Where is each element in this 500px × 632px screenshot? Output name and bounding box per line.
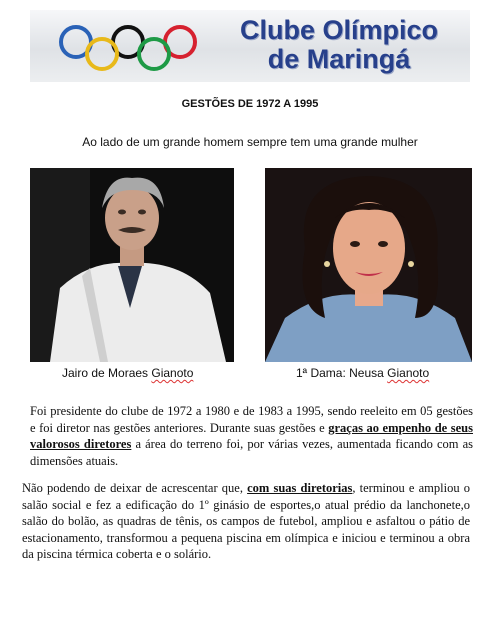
page-heading: GESTÕES DE 1972 A 1995 bbox=[181, 98, 319, 110]
club-name-line2: de Maringá bbox=[267, 44, 411, 74]
caption-jairo-name: Jairo de Moraes bbox=[62, 366, 152, 380]
caption-jairo bbox=[62, 366, 193, 380]
paragraph-achievements-text1: Não podendo de deixar de acrescentar que, bbox=[22, 481, 248, 495]
paragraph-achievements bbox=[22, 480, 470, 563]
paragraph-presidency bbox=[30, 403, 473, 469]
photo-neusa bbox=[265, 168, 472, 362]
caption-neusa-surname: Gianoto bbox=[387, 366, 430, 380]
paragraph-presidency-emphasis: graças ao empenho de seus valorosos diretores bbox=[30, 420, 473, 451]
caption-neusa-name: 1ª Dama: Neusa bbox=[296, 366, 388, 380]
club-banner bbox=[30, 10, 470, 82]
paragraph-presidency-text2: a área do terreno foi, por várias vezes, aumentada ficando com as dimensões atuais. bbox=[30, 437, 473, 468]
club-name bbox=[208, 16, 470, 74]
caption-neusa bbox=[296, 366, 429, 380]
club-name-line1: Clube Olímpico bbox=[239, 15, 439, 45]
caption-jairo-surname: Gianoto bbox=[151, 366, 194, 380]
olympic-rings-logo bbox=[48, 22, 208, 72]
photo-jairo bbox=[30, 168, 234, 362]
paragraph-presidency-text1: Foi presidente do clube de 1972 a 1980 e de 1983 a 1995, sendo reeleito em 05 gestões e foi diretor nas gestões anteriores. Durante suas gestões e bbox=[30, 404, 473, 435]
paragraph-achievements-text2: , terminou e ampliou o salão social e fez a edificação do 1º ginásio de esportes,o atual prédio da lanchonete,o salão do bolão, as quadras de tênis, os campos de futebol, ampliou e asfaltou o pátio de estacionamento, transformou a pequena piscina em olímpica e iniciou e terminou a obra da piscina térmica coberta e o solário. bbox=[22, 481, 470, 561]
tagline: Ao lado de um grande homem sempre tem uma grande mulher bbox=[82, 135, 418, 149]
paragraph-achievements-emphasis: com suas diretorias bbox=[247, 481, 353, 495]
